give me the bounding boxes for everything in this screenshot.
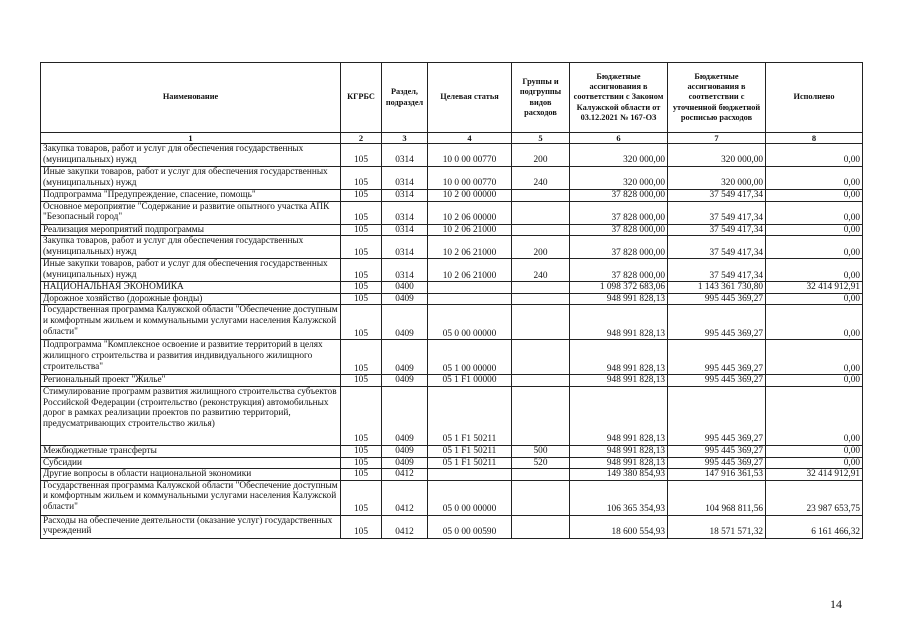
cell-section: 0314: [382, 236, 428, 259]
column-number: 3: [382, 133, 428, 144]
cell-section: 0409: [382, 386, 428, 445]
cell-name: Иные закупки товаров, работ и услуг для обеспечения государственных (муниципальных) нужд: [41, 259, 341, 282]
cell-law-allocation: 948 991 828,13: [570, 293, 668, 305]
cell-section: 0409: [382, 293, 428, 305]
cell-law-allocation: 948 991 828,13: [570, 375, 668, 387]
cell-section: 0314: [382, 167, 428, 190]
cell-law-allocation: 18 600 554,93: [570, 515, 668, 538]
cell-name: Региональный проект "Жилье": [41, 375, 341, 387]
cell-section: 0412: [382, 515, 428, 538]
table-row: [41, 236, 863, 259]
cell-target-article: 10 0 00 00770: [428, 144, 512, 167]
cell-expense-group: [512, 515, 570, 538]
cell-name: Государственная программа Калужской области "Обеспечение доступным и комфортным жильем и коммунальными услугами населения Калужской области": [41, 305, 341, 340]
cell-target-article: 05 1 F1 00000: [428, 375, 512, 387]
cell-section: 0409: [382, 375, 428, 387]
cell-expense-group: [512, 293, 570, 305]
cell-revised-allocation: 995 445 369,27: [668, 375, 766, 387]
cell-target-article: 10 0 00 00770: [428, 167, 512, 190]
cell-revised-allocation: 320 000,00: [668, 167, 766, 190]
table-row: [41, 340, 863, 375]
cell-revised-allocation: 995 445 369,27: [668, 445, 766, 457]
cell-kgrbs: 105: [341, 201, 382, 224]
cell-section: 0412: [382, 480, 428, 515]
cell-kgrbs: 105: [341, 445, 382, 457]
cell-name: Реализация мероприятий подпрограммы: [41, 224, 341, 236]
page-number: 14: [830, 597, 842, 611]
header-executed: Исполнено: [766, 63, 863, 133]
header-name: Наименование: [41, 63, 341, 133]
header-revised-allocations: Бюджетные ассигнования в соответствии с уточненной бюджетной росписью расходов: [668, 63, 766, 133]
table-row: [41, 457, 863, 469]
cell-law-allocation: 320 000,00: [570, 167, 668, 190]
column-number: 6: [570, 133, 668, 144]
cell-name: Иные закупки товаров, работ и услуг для обеспечения государственных (муниципальных) нужд: [41, 167, 341, 190]
budget-table: [40, 62, 863, 539]
cell-executed: 6 161 466,32: [766, 515, 863, 538]
column-number-row: [41, 133, 863, 144]
cell-section: 0314: [382, 201, 428, 224]
cell-revised-allocation: 37 549 417,34: [668, 236, 766, 259]
cell-expense-group: [512, 469, 570, 481]
header-kgrbs: КГРБС: [341, 63, 382, 133]
cell-expense-group: [512, 224, 570, 236]
cell-target-article: [428, 282, 512, 294]
cell-section: 0314: [382, 190, 428, 202]
cell-revised-allocation: 147 916 361,53: [668, 469, 766, 481]
cell-target-article: [428, 293, 512, 305]
cell-revised-allocation: 37 549 417,34: [668, 259, 766, 282]
cell-section: 0409: [382, 340, 428, 375]
cell-revised-allocation: 995 445 369,27: [668, 386, 766, 445]
cell-section: 0400: [382, 282, 428, 294]
cell-expense-group: 200: [512, 144, 570, 167]
cell-law-allocation: 948 991 828,13: [570, 386, 668, 445]
cell-expense-group: [512, 340, 570, 375]
cell-target-article: 05 0 00 00000: [428, 480, 512, 515]
cell-target-article: 05 1 F1 50211: [428, 457, 512, 469]
cell-name: Основное мероприятие "Содержание и развитие опытного участка АПК "Безопасный город": [41, 201, 341, 224]
cell-executed: 0,00: [766, 259, 863, 282]
cell-target-article: 10 2 00 00000: [428, 190, 512, 202]
cell-section: 0409: [382, 305, 428, 340]
cell-name: Подпрограмма "Предупреждение, спасение, помощь": [41, 190, 341, 202]
table-row: [41, 167, 863, 190]
cell-target-article: 10 2 06 21000: [428, 224, 512, 236]
cell-kgrbs: 105: [341, 190, 382, 202]
cell-expense-group: [512, 201, 570, 224]
cell-law-allocation: 37 828 000,00: [570, 259, 668, 282]
table-body: [41, 144, 863, 539]
cell-kgrbs: 105: [341, 340, 382, 375]
column-number: 5: [512, 133, 570, 144]
cell-target-article: 05 1 00 00000: [428, 340, 512, 375]
cell-target-article: 05 1 F1 50211: [428, 386, 512, 445]
cell-law-allocation: 37 828 000,00: [570, 224, 668, 236]
cell-revised-allocation: 320 000,00: [668, 144, 766, 167]
cell-expense-group: [512, 386, 570, 445]
cell-section: 0409: [382, 445, 428, 457]
cell-executed: 0,00: [766, 236, 863, 259]
cell-revised-allocation: 995 445 369,27: [668, 293, 766, 305]
cell-kgrbs: 105: [341, 167, 382, 190]
table-row: [41, 469, 863, 481]
cell-expense-group: [512, 375, 570, 387]
cell-law-allocation: 37 828 000,00: [570, 201, 668, 224]
cell-kgrbs: 105: [341, 480, 382, 515]
cell-name: НАЦИОНАЛЬНАЯ ЭКОНОМИКА: [41, 282, 341, 294]
cell-section: 0412: [382, 469, 428, 481]
cell-expense-group: 520: [512, 457, 570, 469]
table-row: [41, 224, 863, 236]
cell-name: Подпрограмма "Комплексное освоение и развитие территорий в целях жилищного строительства и развития индивидуального жилищного строительства": [41, 340, 341, 375]
header-law-allocations: Бюджетные ассигнования в соответствии с Законом Калужской области от 03.12.2021 № 167-ОЗ: [570, 63, 668, 133]
table-row: [41, 515, 863, 538]
table-row: [41, 480, 863, 515]
cell-kgrbs: 105: [341, 386, 382, 445]
cell-kgrbs: 105: [341, 515, 382, 538]
cell-expense-group: 200: [512, 236, 570, 259]
cell-kgrbs: 105: [341, 236, 382, 259]
cell-target-article: 05 1 F1 50211: [428, 445, 512, 457]
cell-name: Субсидии: [41, 457, 341, 469]
cell-law-allocation: 149 380 854,93: [570, 469, 668, 481]
cell-expense-group: [512, 480, 570, 515]
cell-kgrbs: 105: [341, 224, 382, 236]
cell-executed: 0,00: [766, 375, 863, 387]
cell-kgrbs: 105: [341, 457, 382, 469]
cell-expense-group: 240: [512, 259, 570, 282]
cell-executed: 32 414 912,91: [766, 282, 863, 294]
cell-name: Стимулирование программ развития жилищного строительства субъектов Российской Федерации (строительство (реконструкция) автомобильных дорог в рамках реализации проектов по развитию территорий, предусматривающих строительство жилья): [41, 386, 341, 445]
column-number: 8: [766, 133, 863, 144]
header-row: [41, 63, 863, 133]
cell-target-article: 05 0 00 00000: [428, 305, 512, 340]
cell-executed: 0,00: [766, 293, 863, 305]
cell-name: Закупка товаров, работ и услуг для обеспечения государственных (муниципальных) нужд: [41, 144, 341, 167]
cell-expense-group: [512, 190, 570, 202]
cell-name: Государственная программа Калужской области "Обеспечение доступным и комфортным жильем и коммунальными услугами населения Калужской области": [41, 480, 341, 515]
cell-executed: 0,00: [766, 224, 863, 236]
cell-executed: 0,00: [766, 457, 863, 469]
cell-target-article: 10 2 06 21000: [428, 236, 512, 259]
table-row: [41, 201, 863, 224]
table-row: [41, 259, 863, 282]
cell-section: 0314: [382, 259, 428, 282]
cell-revised-allocation: 37 549 417,34: [668, 201, 766, 224]
cell-revised-allocation: 37 549 417,34: [668, 224, 766, 236]
cell-kgrbs: 105: [341, 375, 382, 387]
cell-target-article: [428, 469, 512, 481]
cell-name: Другие вопросы в области национальной экономики: [41, 469, 341, 481]
cell-section: 0314: [382, 144, 428, 167]
cell-executed: 0,00: [766, 305, 863, 340]
cell-kgrbs: 105: [341, 259, 382, 282]
cell-revised-allocation: 18 571 571,32: [668, 515, 766, 538]
column-number: 1: [41, 133, 341, 144]
cell-kgrbs: 105: [341, 144, 382, 167]
cell-revised-allocation: 37 549 417,34: [668, 190, 766, 202]
cell-revised-allocation: 995 445 369,27: [668, 457, 766, 469]
cell-revised-allocation: 995 445 369,27: [668, 340, 766, 375]
cell-kgrbs: 105: [341, 469, 382, 481]
cell-kgrbs: 105: [341, 305, 382, 340]
cell-executed: 0,00: [766, 340, 863, 375]
cell-revised-allocation: 1 143 361 730,80: [668, 282, 766, 294]
cell-kgrbs: 105: [341, 293, 382, 305]
cell-executed: 0,00: [766, 144, 863, 167]
cell-kgrbs: 105: [341, 282, 382, 294]
header-target-article: Целевая статья: [428, 63, 512, 133]
cell-expense-group: 500: [512, 445, 570, 457]
table-row: [41, 375, 863, 387]
cell-target-article: 10 2 06 00000: [428, 201, 512, 224]
cell-name: Межбюджетные трансферты: [41, 445, 341, 457]
cell-name: Расходы на обеспечение деятельности (оказание услуг) государственных учреждений: [41, 515, 341, 538]
column-number: 2: [341, 133, 382, 144]
cell-law-allocation: 948 991 828,13: [570, 457, 668, 469]
cell-law-allocation: 1 098 372 683,06: [570, 282, 668, 294]
header-section: Раздел, подраздел: [382, 63, 428, 133]
cell-executed: 0,00: [766, 201, 863, 224]
cell-name: Закупка товаров, работ и услуг для обеспечения государственных (муниципальных) нужд: [41, 236, 341, 259]
table-row: [41, 190, 863, 202]
cell-expense-group: [512, 305, 570, 340]
cell-executed: 23 987 653,75: [766, 480, 863, 515]
cell-revised-allocation: 995 445 369,27: [668, 305, 766, 340]
table-row: [41, 305, 863, 340]
column-number: 4: [428, 133, 512, 144]
header-expense-groups: Группы и подгруппы видов расходов: [512, 63, 570, 133]
cell-law-allocation: 37 828 000,00: [570, 190, 668, 202]
column-number: 7: [668, 133, 766, 144]
table-row: [41, 293, 863, 305]
cell-law-allocation: 948 991 828,13: [570, 305, 668, 340]
cell-law-allocation: 106 365 354,93: [570, 480, 668, 515]
cell-law-allocation: 948 991 828,13: [570, 445, 668, 457]
cell-executed: 0,00: [766, 167, 863, 190]
table-row: [41, 386, 863, 445]
cell-target-article: 05 0 00 00590: [428, 515, 512, 538]
cell-executed: 0,00: [766, 445, 863, 457]
cell-executed: 32 414 912,91: [766, 469, 863, 481]
cell-target-article: 10 2 06 21000: [428, 259, 512, 282]
cell-revised-allocation: 104 968 811,56: [668, 480, 766, 515]
cell-law-allocation: 37 828 000,00: [570, 236, 668, 259]
table-row: [41, 282, 863, 294]
cell-section: 0409: [382, 457, 428, 469]
cell-expense-group: [512, 282, 570, 294]
cell-executed: 0,00: [766, 386, 863, 445]
cell-executed: 0,00: [766, 190, 863, 202]
cell-name: Дорожное хозяйство (дорожные фонды): [41, 293, 341, 305]
cell-law-allocation: 948 991 828,13: [570, 340, 668, 375]
cell-law-allocation: 320 000,00: [570, 144, 668, 167]
table-row: [41, 445, 863, 457]
table-row: [41, 144, 863, 167]
cell-section: 0314: [382, 224, 428, 236]
cell-expense-group: 240: [512, 167, 570, 190]
